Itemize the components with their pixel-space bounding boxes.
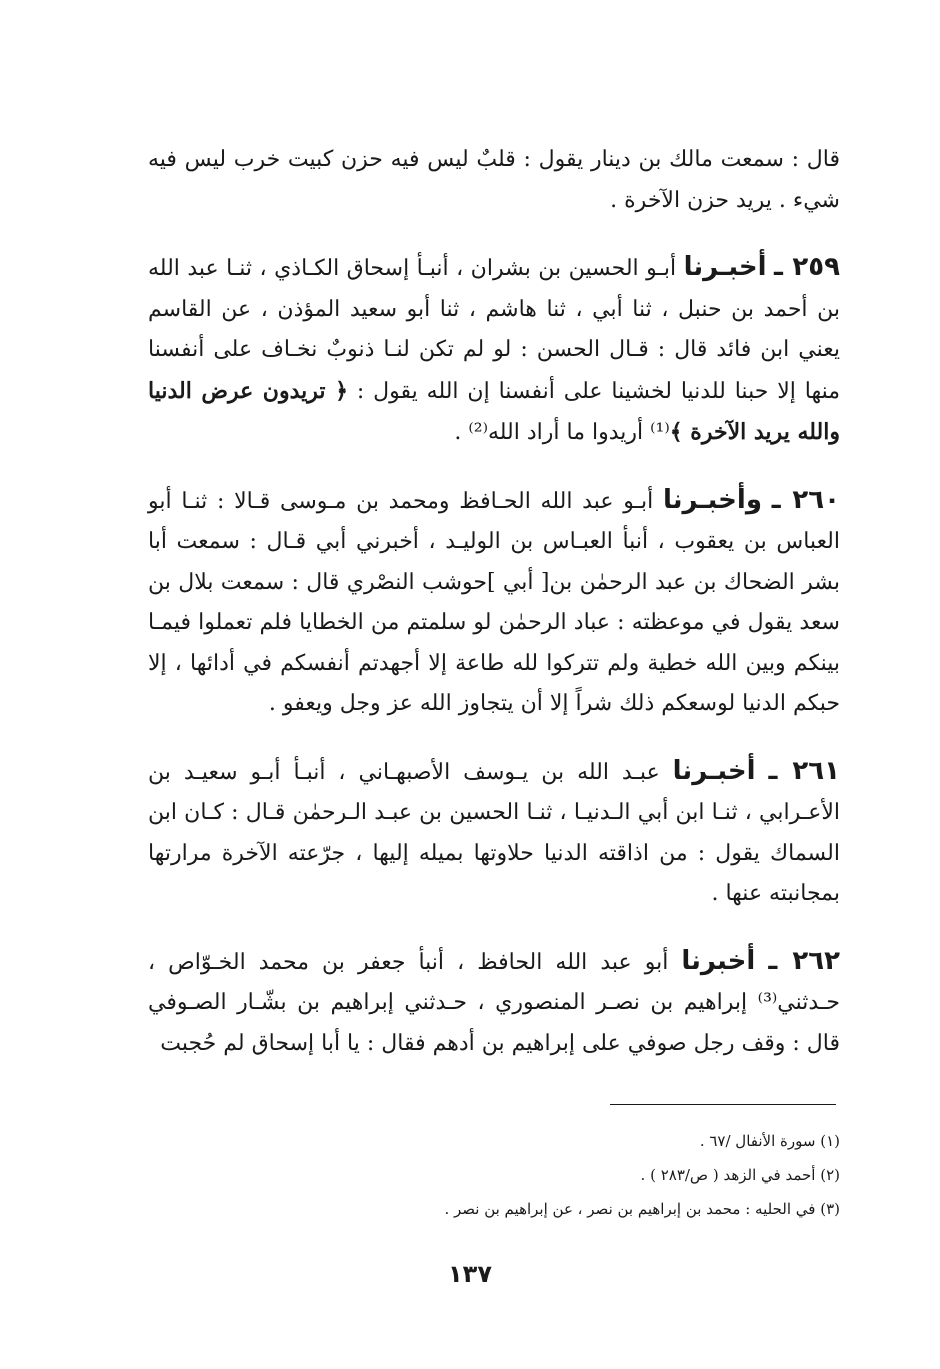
- hadith-keyword: أخبرنا: [681, 945, 756, 976]
- hadith-text: عبـد الله بن يـوسف الأصبهـاني ، أنبـأ أبـو سعيـد بن الأعـرابي ، ثنـا ابن أبي الـدنيـا ، ثنـا الحسين بن عبـد الـرحمٰن قـال : كـان ابن السماك يقول : من اذاقته الدنيا حلاوتها بميله إليها ، جرّعته الآخرة مرارتها بمجانبته عنها .: [148, 759, 840, 906]
- hadith-259: [148, 247, 840, 454]
- hadith-262: [148, 941, 840, 1065]
- hadith-number: ٢٦٢ ـ: [768, 945, 840, 976]
- hadith-261: [148, 751, 840, 915]
- footnotes: [300, 1124, 840, 1226]
- page-number: ١٣٧: [448, 1260, 492, 1288]
- hadith-text: أبـو الحسين بن بشران ، أنبـأ إسحاق الكـاذي ، ثنـا عبد الله بن أحمد بن حنبل ، ثنا أبي ، ثنا هاشم ، ثنا أبو سعيد المؤذن ، عن القاسم يعني ابن فائد قال : قـال الحسن : لو لم تكن لنـا ذنوبٌ نخـاف على أنفسنا منها إلا حبنا للدنيا لخشينا على أنفسنا إن الله يقول :: [148, 256, 841, 404]
- footnote-divider: [610, 1104, 836, 1105]
- paragraph-intro: [148, 140, 840, 221]
- hadith-keyword: وأخبـرنا: [662, 484, 762, 515]
- main-text: [148, 140, 840, 1064]
- paragraph-text: قال : سمعت مالك بن دينار يقول : قلبٌ ليس فيه حزن كبيت خرب ليس فيه شيء . يريد حزن الآخرة .: [148, 147, 840, 213]
- hadith-text: أبـو عبد الله الحـافظ ومحمد بن مـوسى قـالا : ثنـا أبو العباس بن يعقوب ، أنبأ العبـاس بن الوليـد ، أخبرني أبي قـال : سمعت أبا بشر الضحاك بن عبد الرحمٰن بن[ أبي ]حوشب النصْري قال : سمعت بلال بن سعد يقول في موعظته : عباد الرحمٰن لو سلمتم من الخطايا فلم تعملوا فيمـا بينكم وبين الله خطية ولم تتركوا لله طاعة إلا أجهدتم أنفسكم في أدائها ، إلا حبكم الدنيا لوسعكم ذلك شراً إلا أن يتجاوز الله عز وجل ويعفو .: [148, 488, 840, 716]
- hadith-keyword: أخبـرنا: [672, 755, 756, 786]
- hadith-text-end: ⁽¹⁾ أريدوا ما أراد الله⁽²⁾ .: [454, 420, 670, 445]
- footnote-2: (٢) أحمد في الزهد ( ص/٢٨٣ ) .: [640, 1166, 840, 1184]
- footnote-1: (١) سورة الأنفال /٦٧ .: [699, 1132, 840, 1150]
- hadith-keyword: أخبـرنا: [683, 252, 767, 282]
- hadith-text: أبو عبد الله الحافظ ، أنبأ جعفر بن محمد الخـوّاص ، حـدثني⁽³⁾ إبراهيم بن نصـر المنصوري ، حـدثني إبراهيم بن بشّـار الصـوفي قال : وقف رجل صوفي على إبراهيم بن أدهم فقال : يا أبا إسحاق لم حُجبت: [148, 949, 840, 1056]
- hadith-number: ٢٥٩ ـ: [773, 252, 840, 282]
- hadith-number: ٢٦١ ـ: [768, 755, 841, 786]
- hadith-number: ٢٦٠ ـ: [771, 484, 840, 515]
- footnote-3: (٣) في الحليه : محمد بن إبراهيم بن نصر ، عن إبراهيم بن نصر .: [444, 1200, 840, 1218]
- quran-quote: ﴿ تريدون عرض الدنيا والله يريد الآخرة ﴾: [148, 377, 840, 445]
- hadith-260: [148, 480, 840, 725]
